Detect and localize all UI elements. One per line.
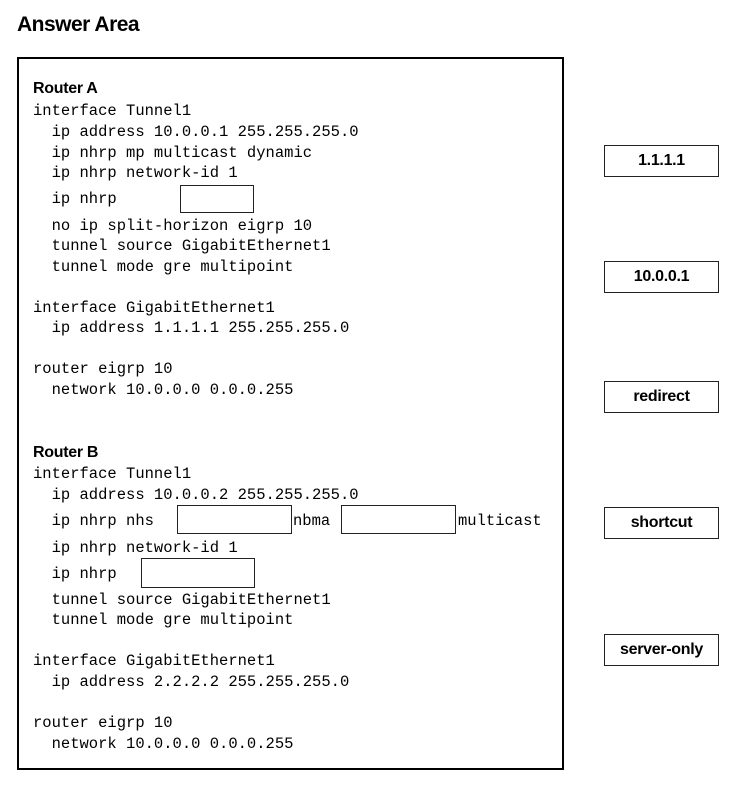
config-line: interface GigabitEthernet1 (33, 652, 275, 670)
config-line: no ip split-horizon eigrp 10 (33, 217, 313, 235)
drop-slot-router-b-nhrp[interactable] (141, 558, 255, 588)
router-b-title: Router B (33, 444, 99, 461)
router-a-title: Router A (33, 80, 98, 97)
config-line: tunnel mode gre multipoint (33, 611, 294, 629)
config-line: ip nhrp nhs (33, 512, 154, 530)
config-line: tunnel source GigabitEthernet1 (33, 237, 331, 255)
config-line: network 10.0.0.0 0.0.0.255 (33, 735, 294, 753)
option-redirect[interactable]: redirect (604, 381, 719, 413)
config-line: ip address 10.0.0.1 255.255.255.0 (33, 123, 359, 141)
drop-slot-router-b-nbma[interactable] (341, 505, 456, 534)
config-line: ip nhrp network-id 1 (33, 539, 238, 557)
config-line: ip address 2.2.2.2 255.255.255.0 (33, 673, 350, 691)
config-line: ip nhrp network-id 1 (33, 164, 238, 182)
config-line: interface Tunnel1 (33, 102, 192, 120)
config-line: router eigrp 10 (33, 360, 173, 378)
option-10-0-0-1[interactable]: 10.0.0.1 (604, 261, 719, 293)
config-line: interface GigabitEthernet1 (33, 299, 275, 317)
config-line: ip nhrp (33, 190, 117, 208)
config-line: ip nhrp mp multicast dynamic (33, 144, 313, 162)
config-line: multicast (458, 512, 542, 530)
config-line: tunnel mode gre multipoint (33, 258, 294, 276)
drop-slot-router-b-nhs[interactable] (177, 505, 292, 534)
option-shortcut[interactable]: shortcut (604, 507, 719, 539)
option-server-only[interactable]: server-only (604, 634, 719, 666)
drop-slot-router-a-nhrp[interactable] (180, 185, 254, 213)
config-line: ip nhrp (33, 565, 117, 583)
config-line: tunnel source GigabitEthernet1 (33, 591, 331, 609)
config-line: ip address 1.1.1.1 255.255.255.0 (33, 319, 350, 337)
answer-area-heading: Answer Area (17, 13, 140, 36)
config-line: nbma (293, 512, 331, 530)
config-line: network 10.0.0.0 0.0.0.255 (33, 381, 294, 399)
config-line: interface Tunnel1 (33, 465, 192, 483)
config-line: ip address 10.0.0.2 255.255.255.0 (33, 486, 359, 504)
option-1-1-1-1[interactable]: 1.1.1.1 (604, 145, 719, 177)
config-line: router eigrp 10 (33, 714, 173, 732)
